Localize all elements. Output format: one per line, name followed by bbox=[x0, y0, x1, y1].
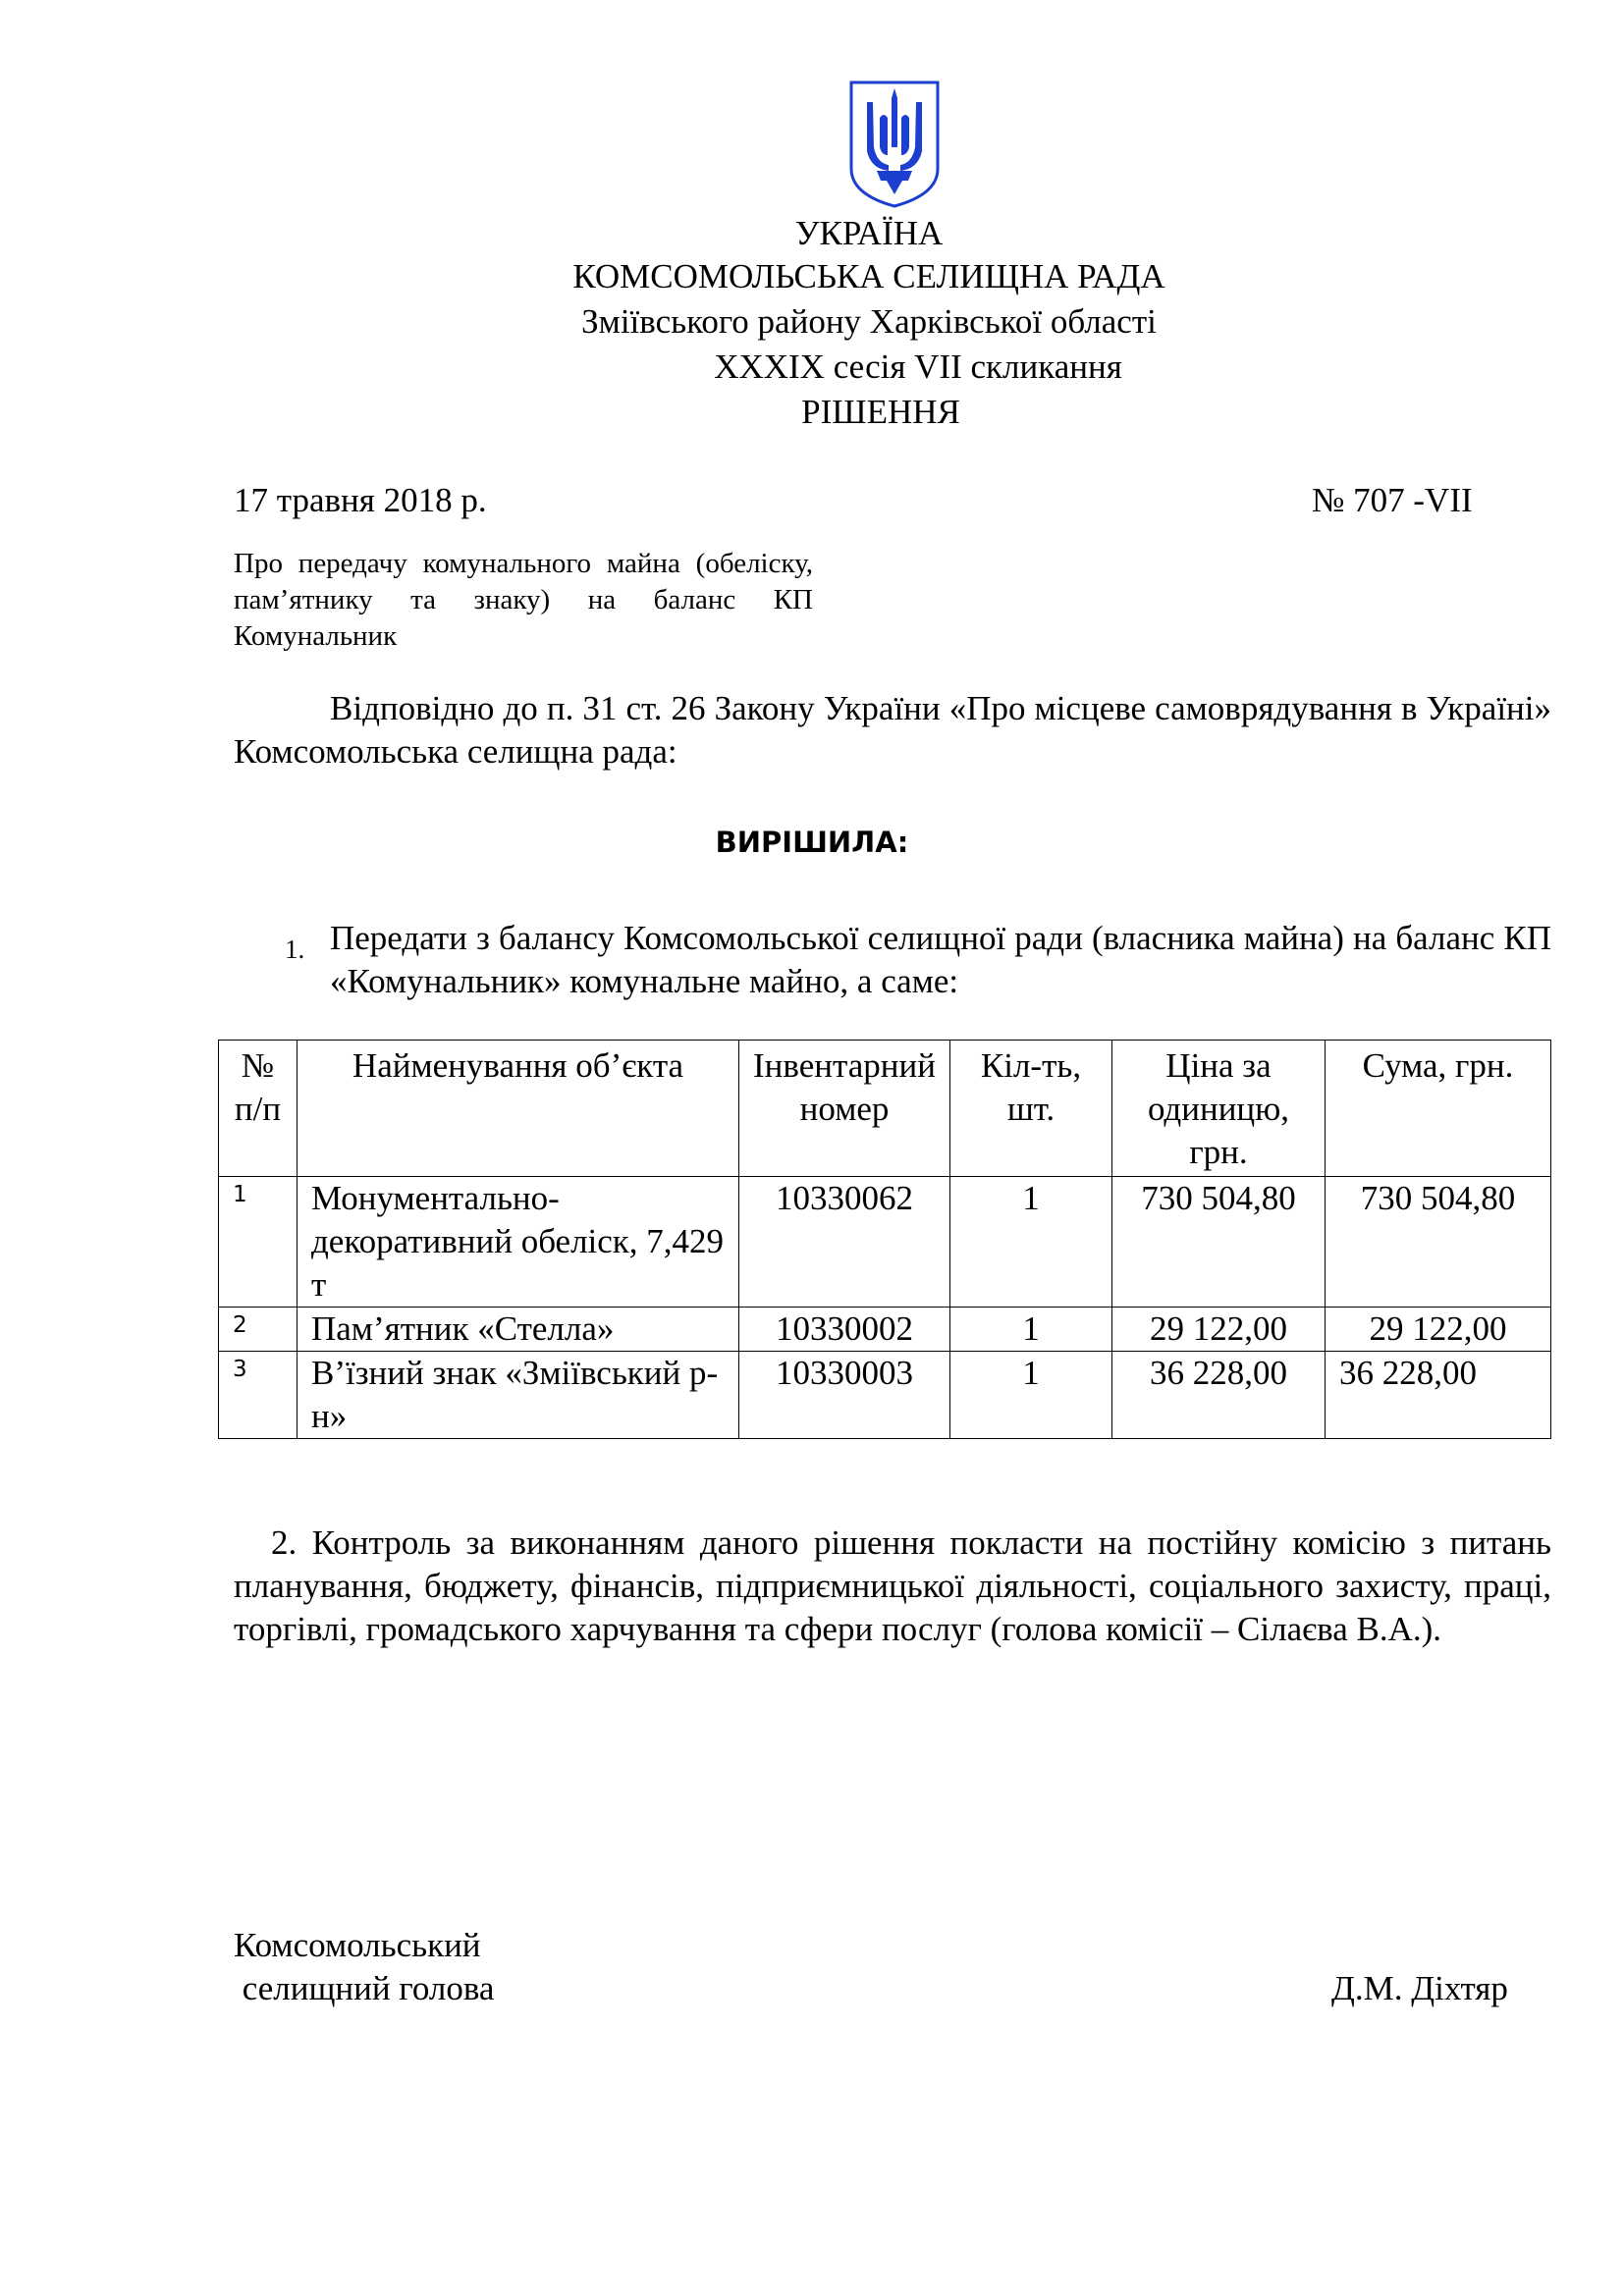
session-title: XXXIX сесія VII скликання bbox=[714, 347, 1122, 386]
decision-title: РІШЕННЯ bbox=[801, 393, 960, 431]
preamble-paragraph: Відповідно до п. 31 ст. 26 Закону України «Про місцеве самоврядування в Україні» Комсомольська селищна рада: bbox=[234, 689, 1551, 771]
row-sum: 36 228,00 bbox=[1326, 1352, 1551, 1439]
row-price: 36 228,00 bbox=[1112, 1352, 1326, 1439]
header-quantity: Кіл-ть, шт. bbox=[950, 1041, 1112, 1177]
header-inventory: Інвентарний номер bbox=[739, 1041, 950, 1177]
property-table bbox=[218, 1040, 1551, 1439]
row-quantity: 1 bbox=[950, 1177, 1112, 1308]
row-name: В’їзний знак «Зміївський р-н» bbox=[298, 1352, 739, 1439]
row-num: 2 bbox=[219, 1308, 298, 1352]
signature-title-line1: Комсомольський bbox=[234, 1926, 481, 1964]
header-price: Ціна за одиницю, грн. bbox=[1112, 1041, 1326, 1177]
document-number: № 707 -VII bbox=[1312, 481, 1473, 519]
row-num: 3 bbox=[219, 1352, 298, 1439]
decision-subject: Про передачу комунального майна (обеліску, пам’ятнику та знаку) на баланс КП Комунальник bbox=[234, 548, 813, 652]
row-quantity: 1 bbox=[950, 1352, 1112, 1439]
table-header-row bbox=[219, 1041, 1551, 1177]
signature-title-line2: селищний голова bbox=[234, 1969, 495, 2007]
row-sum: 29 122,00 bbox=[1326, 1308, 1551, 1352]
header-num: № п/п bbox=[219, 1041, 298, 1177]
council-title: КОМСОМОЛЬСЬКА СЕЛИЩНА РАДА bbox=[572, 257, 1165, 295]
signatory-name: Д.М. Діхтяр bbox=[1331, 1969, 1508, 2007]
resolved-heading: ВИРІШИЛА: bbox=[715, 826, 909, 859]
row-num: 1 bbox=[219, 1177, 298, 1308]
row-sum: 730 504,80 bbox=[1326, 1177, 1551, 1308]
row-name: Монументально-декоративний обеліск, 7,429 т bbox=[298, 1177, 739, 1308]
item1-paragraph: Передати з балансу Комсомольської селищної ради (власника майна) на баланс КП «Комунальник» комунальне майно, а саме: bbox=[330, 919, 1551, 1000]
document-date: 17 травня 2018 р. bbox=[234, 481, 487, 519]
table-row bbox=[219, 1352, 1551, 1439]
row-inventory: 10330003 bbox=[739, 1352, 950, 1439]
district-title: Зміївського району Харківської області bbox=[581, 302, 1157, 341]
table-row bbox=[219, 1177, 1551, 1308]
table-row bbox=[219, 1308, 1551, 1352]
row-price: 29 122,00 bbox=[1112, 1308, 1326, 1352]
country-title: УКРАЇНА bbox=[794, 214, 944, 252]
row-inventory: 10330062 bbox=[739, 1177, 950, 1308]
item1-number: 1. bbox=[285, 934, 305, 964]
header-sum: Сума, грн. bbox=[1326, 1041, 1551, 1177]
item2-paragraph: 2. Контроль за виконанням даного рішення покласти на постійну комісію з питань планування, бюджету, фінансів, підприємницької діяльності, соціального захисту, праці, торгівлі, громадського харчування та сфери послуг (голова комісії – Сілаєва В.А.). bbox=[234, 1523, 1551, 1648]
row-price: 730 504,80 bbox=[1112, 1177, 1326, 1308]
row-name: Пам’ятник «Стелла» bbox=[298, 1308, 739, 1352]
row-inventory: 10330002 bbox=[739, 1308, 950, 1352]
header-name: Найменування об’єкта bbox=[298, 1041, 739, 1177]
coat-of-arms-icon bbox=[847, 79, 942, 210]
row-quantity: 1 bbox=[950, 1308, 1112, 1352]
